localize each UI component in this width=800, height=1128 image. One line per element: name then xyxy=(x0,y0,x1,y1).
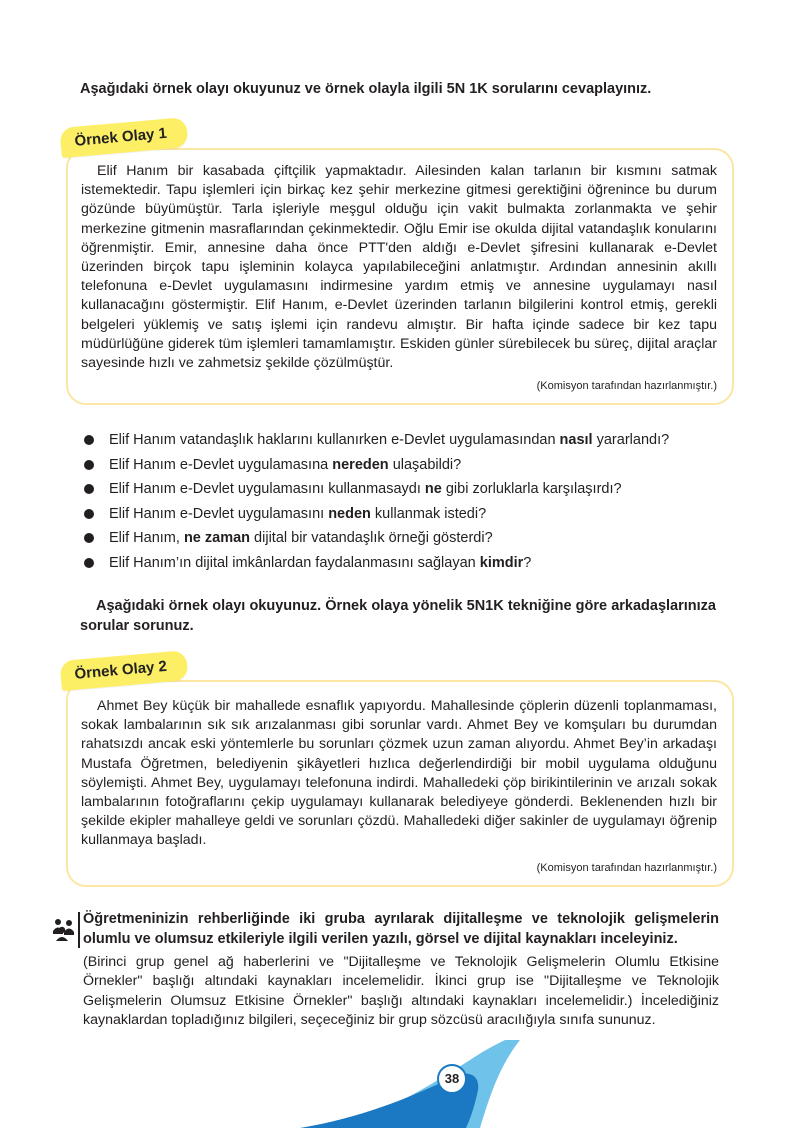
case-text-1: Elif Hanım bir kasabada çiftçilik yapmaktadır. Ailesinden kalan tarlanın bir kısmını satmak istemektedir. Tapu işlemleri için birkaç kez şehir merkezine gitmesi gerektiğini öğrenince bu durum gözünde büyümüştür. Tarla işleriyle meşgul olduğu için vakit bulmakta zorlanmakta ve şehir merkezine gitmenin masraflarından çekinmektedir. Oğlu Emir ise okulda dijital vatandaşlık konularını öğrenmiştir. Emir, annesine daha önce PTT'den aldığı e-Devlet şifresini kullanarak e-Devlet üzerinden birçok tapu işleminin kolayca yapılabileceğini anlatmıştır. Ardından annesinin akıllı telefonuna e-Devlet uygulamasını indirmesine yardım etmiş ve annesine uygulamayı nasıl kullanacağını göstermiştir. Elif Hanım, e-Devlet üzerinden tarlanın bilgilerini kontrol etmiş, gerekli belgeleri yüklemiş ve satış işlemi için randevu almıştır. Bir hafta içinde sadece bir kez tapu müdürlüğüne giderek tüm işlemleri tamamlamıştır. Eskiden günler sürebilecek bu süreç, dijital araçlar sayesinde hızlı ve zahmetsiz şekilde çözülmüştür. xyxy=(81,163,717,372)
question-text: gibi zorluklarla karşılaşırdı? xyxy=(441,481,622,498)
activity-title: Öğretmeninizin rehberliğinde iki gruba ayrılarak dijitalleşme ve teknolojik gelişmelerin olumlu ve olumsuz etkileriyle ilgili verilen yazılı, görsel ve dijital kaynakları inceleyiniz. xyxy=(83,911,719,947)
question-keyword: nasıl xyxy=(559,432,593,448)
question-item xyxy=(82,504,742,529)
question-item xyxy=(82,553,742,578)
footer-wave xyxy=(0,1040,800,1128)
question-text: dijital bir vatandaşlık örneği gösterdi? xyxy=(250,530,493,547)
question-text: kullanmak istedi? xyxy=(370,505,487,522)
case-label-1: Örnek Olay 1 xyxy=(59,117,188,158)
activity-divider xyxy=(78,912,80,948)
question-text: ulaşabildi? xyxy=(388,456,462,473)
bullet-icon xyxy=(84,460,94,470)
question-keyword: ne zaman xyxy=(183,530,251,547)
question-list xyxy=(82,430,742,578)
question-item xyxy=(82,479,742,504)
bullet-icon xyxy=(84,533,94,543)
activity-body: (Birinci grup genel ağ haberlerini ve "Dijitalleşme ve Teknolojik Gelişmelerin Olumlu Etkisine Örnekler" başlığı altındaki kaynakları incelemelidir. İkinci grup ise "Dijitalleşme ve Teknolojik Gelişmelerin Olumsuz Etkisine Örnekler" başlığı altındaki kaynakları incelemelidir.) İncelediğiniz kaynaklardan topladığınız bilgileri, seçeceğiniz bir grup sözcüsü aracılığıyla sınıfa sununuz. xyxy=(83,954,719,1029)
question-text: yararlandı? xyxy=(592,432,670,448)
case-source-1: (Komisyon tarafından hazırlanmıştır.) xyxy=(536,380,717,392)
question-keyword: nereden xyxy=(332,456,389,473)
question-text: ? xyxy=(523,554,532,571)
page-number: 38 xyxy=(437,1064,467,1094)
question-item xyxy=(82,430,742,455)
section-intro-2: Aşağıdaki örnek olayı okuyunuz. Örnek olaya yönelik 5N1K tekniğine göre arkadaşlarınıza sorular sorunuz. xyxy=(80,598,716,634)
bullet-icon xyxy=(84,509,94,519)
bullet-icon xyxy=(84,484,94,494)
question-text: Elif Hanım, xyxy=(109,530,184,547)
case-source-2: (Komisyon tarafından hazırlanmıştır.) xyxy=(536,862,717,874)
question-item xyxy=(82,455,742,480)
case-label-2: Örnek Olay 2 xyxy=(59,650,188,691)
section-intro-1: Aşağıdaki örnek olayı okuyunuz ve örnek olayla ilgili 5N 1K sorularını cevaplayınız. xyxy=(80,81,652,97)
case-text-2: Ahmet Bey küçük bir mahallede esnaflık yapıyordu. Mahallesinde çöplerin düzenli toplanmaması, sokak lambalarının sık sık arızalanması gibi sorunlar vardı. Ahmet Bey ve komşuları bu durumdan rahatsızdı ancak eski yöntemlerle bu sorunları çözmek uzun zaman alıyordu. Ahmet Bey’in arkadaşı Mustafa Öğretmen, belediyenin şikâyetleri hızlıca değerlendirdiği bir mobil uygulama olduğunu söylemişti. Ahmet Bey, uygulamayı telefonuna indirdi. Mahalledeki çöp birikintilerinin ve arızalı sokak lambalarının fotoğraflarını çekip uygulamayı kullanarak belediyeye gönderdi. Beklenenden hızlı bir şekilde ekipler mahalleye geldi ve sorunları çözdü. Mahalledeki diğer sakinler de uygulamayı öğrenip kullanmaya başladı. xyxy=(81,698,717,849)
question-item xyxy=(82,528,742,553)
question-text: Elif Hanım vatandaşlık haklarını kullanırken e-Devlet uygulamasından xyxy=(109,432,560,448)
question-text: Elif Hanım e-Devlet uygulamasını kullanmasaydı xyxy=(109,481,425,498)
group-work-icon xyxy=(50,916,76,942)
question-text: Elif Hanım’ın dijital imkânlardan faydalanmasını sağlayan xyxy=(109,554,480,571)
bullet-icon xyxy=(84,435,94,445)
question-text: Elif Hanım e-Devlet uygulamasını xyxy=(109,505,329,522)
question-keyword: kimdir xyxy=(479,554,524,571)
question-keyword: ne xyxy=(424,481,442,498)
bullet-icon xyxy=(84,558,94,568)
question-keyword: neden xyxy=(328,505,371,522)
question-text: Elif Hanım e-Devlet uygulamasına xyxy=(109,456,333,473)
